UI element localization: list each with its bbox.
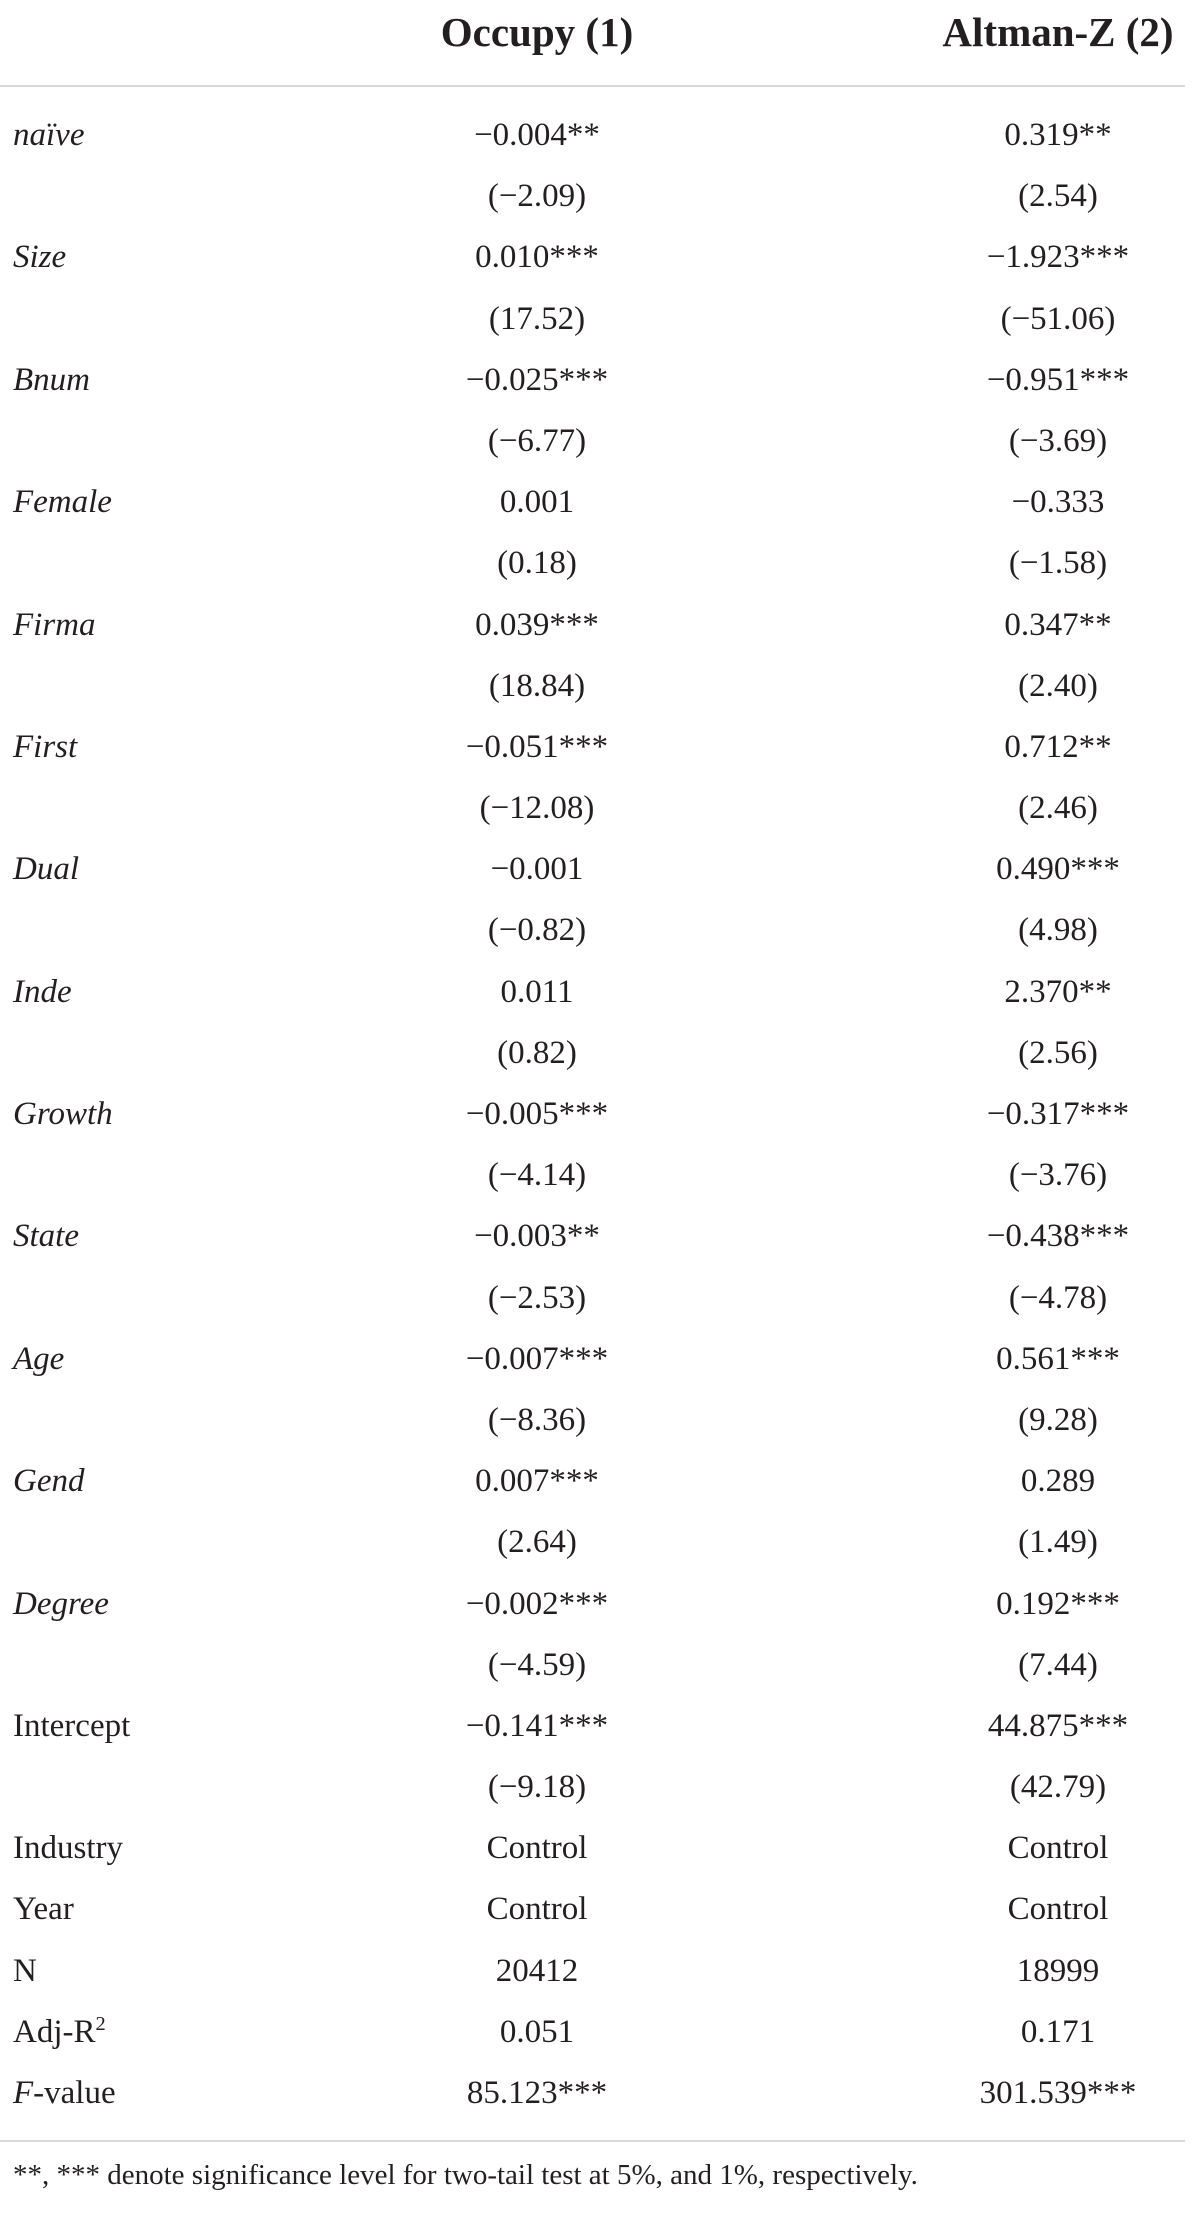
table-row <box>0 964 1200 1025</box>
row-label: Inde <box>13 973 72 1010</box>
cell-occupy: (−8.36) <box>487 1401 587 1438</box>
cell-altman-z: (−51.06) <box>1000 300 1116 337</box>
row-label: Year <box>13 1891 74 1928</box>
row-label: Degree <box>13 1585 109 1622</box>
cell-altman-z: 0.561*** <box>996 1340 1120 1377</box>
cell-altman-z: (1.49) <box>1018 1524 1098 1561</box>
table-row <box>0 229 1200 290</box>
cell-altman-z: (4.98) <box>1018 912 1098 949</box>
table-row <box>0 719 1200 780</box>
table-row <box>0 1637 1200 1698</box>
header-divider <box>0 85 1185 87</box>
cell-occupy: 0.007*** <box>475 1463 599 1500</box>
row-label: Bnum <box>13 361 90 398</box>
table-header <box>0 0 1200 80</box>
cell-altman-z: −1.923*** <box>986 239 1130 276</box>
table-row <box>0 597 1200 658</box>
table-row <box>0 658 1200 719</box>
cell-altman-z: (42.79) <box>1009 1769 1107 1806</box>
table-bottom-divider <box>0 2140 1185 2142</box>
row-label <box>13 2071 116 2115</box>
cell-altman-z: −0.438*** <box>986 1218 1130 1255</box>
cell-altman-z: 301.539*** <box>979 2075 1137 2111</box>
table-row <box>0 535 1200 596</box>
cell-altman-z: 18999 <box>1016 1952 1100 1989</box>
row-label-superscript: 2 <box>95 2012 106 2035</box>
table-footnote: **, *** denote significance level for two-tail test at 5%, and 1%, respectively. <box>13 2159 918 2191</box>
row-label: Size <box>13 239 67 276</box>
table-row <box>0 1147 1200 1208</box>
cell-occupy: Control <box>486 1830 588 1867</box>
cell-altman-z: 0.319** <box>1004 117 1112 153</box>
cell-altman-z: 44.875*** <box>987 1707 1129 1744</box>
row-label-italic-part: F <box>13 2075 34 2111</box>
cell-occupy: (17.52) <box>488 300 586 337</box>
cell-occupy: (−2.53) <box>487 1279 587 1316</box>
table-row <box>0 107 1200 168</box>
table-row <box>0 841 1200 902</box>
table-row <box>0 2004 1200 2065</box>
row-label: Growth <box>13 1096 113 1132</box>
cell-altman-z: (2.56) <box>1018 1034 1098 1071</box>
cell-occupy: 0.010*** <box>475 239 599 276</box>
table-row <box>0 1270 1200 1331</box>
table-row <box>0 2065 1200 2126</box>
cell-occupy: 20412 <box>495 1952 579 1989</box>
cell-altman-z: (7.44) <box>1018 1646 1098 1683</box>
cell-altman-z: −0.317*** <box>986 1096 1130 1132</box>
table-row <box>0 291 1200 352</box>
cell-altman-z: −0.951*** <box>986 361 1130 398</box>
table-row <box>0 902 1200 963</box>
cell-altman-z: 0.490*** <box>996 851 1120 888</box>
cell-occupy: 0.051 <box>499 2013 575 2050</box>
row-label <box>13 2010 106 2054</box>
cell-altman-z: (−4.78) <box>1008 1279 1108 1316</box>
cell-occupy: (−9.18) <box>487 1769 587 1806</box>
cell-occupy: −0.003** <box>474 1218 600 1255</box>
table-row <box>0 1208 1200 1269</box>
cell-occupy: (−0.82) <box>487 912 587 949</box>
cell-occupy: 0.001 <box>499 484 575 521</box>
cell-occupy: (−2.09) <box>487 178 587 215</box>
table-body <box>0 107 1200 2126</box>
cell-occupy: 0.011 <box>500 973 574 1010</box>
cell-occupy: −0.007*** <box>465 1340 609 1377</box>
row-label-text: Adj-R <box>13 2013 96 2050</box>
row-label: First <box>13 728 78 765</box>
cell-occupy: (0.18) <box>497 545 577 582</box>
cell-occupy: −0.004** <box>474 117 600 153</box>
cell-occupy: (−4.59) <box>487 1646 587 1683</box>
table-row <box>0 1392 1200 1453</box>
cell-occupy: −0.141*** <box>465 1707 609 1744</box>
row-label: Age <box>13 1340 65 1377</box>
table-row <box>0 1453 1200 1514</box>
table-row <box>0 168 1200 229</box>
table-row <box>0 474 1200 535</box>
cell-occupy: (−4.14) <box>487 1157 587 1194</box>
cell-altman-z: 0.171 <box>1020 2013 1096 2050</box>
cell-altman-z: (−1.58) <box>1008 545 1108 582</box>
table-row <box>0 1576 1200 1637</box>
cell-altman-z: 0.289 <box>1020 1463 1096 1500</box>
cell-occupy: −0.001 <box>490 851 584 888</box>
cell-occupy: −0.051*** <box>465 728 609 765</box>
cell-occupy: (−12.08) <box>479 790 595 827</box>
cell-altman-z: 0.192*** <box>996 1585 1120 1622</box>
cell-altman-z: Control <box>1007 1891 1109 1928</box>
row-label: naïve <box>13 117 85 153</box>
cell-occupy: 85.123*** <box>466 2075 608 2111</box>
column-header-occupy: Occupy (1) <box>440 9 634 55</box>
row-label: Female <box>13 484 112 521</box>
table-row <box>0 1759 1200 1820</box>
table-row <box>0 1025 1200 1086</box>
row-label: Gend <box>13 1463 85 1500</box>
row-label: Industry <box>13 1830 123 1867</box>
table-row <box>0 1698 1200 1759</box>
cell-altman-z: (−3.76) <box>1008 1157 1108 1194</box>
cell-altman-z: (2.54) <box>1018 178 1098 215</box>
row-label: N <box>13 1952 37 1989</box>
cell-altman-z: 0.347** <box>1004 606 1112 643</box>
cell-altman-z: 2.370** <box>1004 973 1112 1010</box>
column-header-altman-z: Altman-Z (2) <box>942 9 1174 55</box>
table-row <box>0 352 1200 413</box>
row-label: State <box>13 1218 79 1255</box>
table-row <box>0 1331 1200 1392</box>
cell-occupy: −0.002*** <box>465 1585 609 1622</box>
table-row <box>0 1086 1200 1147</box>
table-row <box>0 780 1200 841</box>
cell-altman-z: (2.40) <box>1018 667 1098 704</box>
table-row <box>0 1881 1200 1942</box>
cell-altman-z: (2.46) <box>1018 790 1098 827</box>
cell-occupy: −0.025*** <box>465 361 609 398</box>
cell-altman-z: Control <box>1007 1830 1109 1867</box>
cell-occupy: (−6.77) <box>487 422 587 459</box>
row-label: Firma <box>13 606 96 643</box>
cell-occupy: (2.64) <box>497 1524 577 1561</box>
cell-altman-z: (−3.69) <box>1008 422 1108 459</box>
cell-occupy: (0.82) <box>497 1034 577 1071</box>
row-label-suffix: -value <box>33 2075 116 2111</box>
cell-occupy: −0.005*** <box>465 1096 609 1132</box>
row-label: Intercept <box>13 1707 131 1744</box>
table-row <box>0 1514 1200 1575</box>
table-row <box>0 1943 1200 2004</box>
cell-altman-z: 0.712** <box>1004 728 1112 765</box>
cell-occupy: Control <box>486 1891 588 1928</box>
table-row <box>0 413 1200 474</box>
table-row <box>0 1820 1200 1881</box>
cell-occupy: (18.84) <box>488 667 586 704</box>
row-label: Dual <box>13 851 79 888</box>
cell-altman-z: −0.333 <box>1011 484 1105 521</box>
cell-altman-z: (9.28) <box>1018 1401 1098 1438</box>
cell-occupy: 0.039*** <box>475 606 599 643</box>
